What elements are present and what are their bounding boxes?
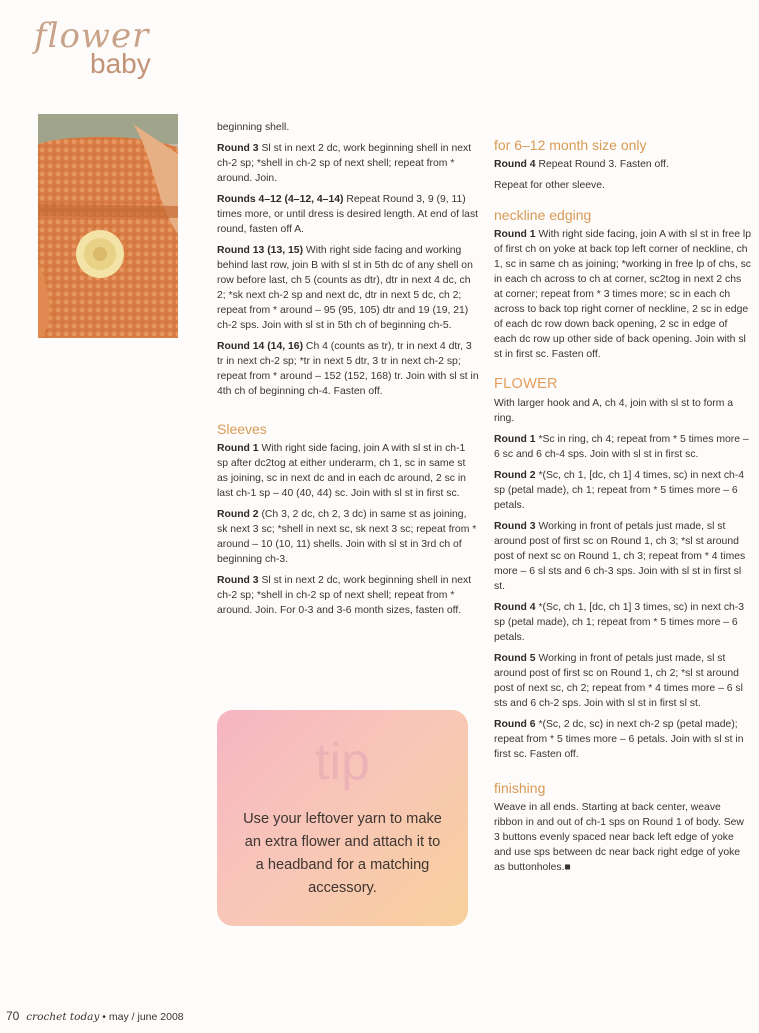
magazine-name: crochet today xyxy=(26,1011,100,1023)
issue-date: may / june 2008 xyxy=(108,1011,184,1023)
tip-heading: tip xyxy=(315,733,370,791)
middle-column xyxy=(217,120,479,624)
round-label: Round 3 xyxy=(217,575,259,586)
round-label: Round 4 xyxy=(494,602,536,613)
page-footer xyxy=(6,1009,184,1023)
round-paragraph xyxy=(494,600,752,645)
intro-text: beginning shell. xyxy=(217,122,290,133)
neckline-heading: neckline edging xyxy=(494,207,592,223)
flower-icon xyxy=(76,230,124,278)
round-text: Sl st in next 2 dc, work beginning shell in next ch-2 sp; *shell in ch-2 sp of next shell; repeat from * around. Join. For 0-3 and 3-6 month sizes, fasten off. xyxy=(217,575,472,616)
size-heading: for 6–12 month size only xyxy=(494,137,647,153)
right-column xyxy=(494,137,752,881)
tip-text: Use your leftover yarn to make an extra flower and attach it to a headband for a matching accessory. xyxy=(243,811,442,896)
round-label: Round 2 xyxy=(494,470,536,481)
finishing-heading: finishing xyxy=(494,780,546,796)
round-label: Round 2 xyxy=(217,509,259,520)
round-paragraph xyxy=(494,717,752,762)
round-text: With right side facing, join A with sl st in ch-1 sp after dc2tog at either underarm, ch 1, sc in same st as joining, sc in next dc and in each dc around, 2 sc in last ch-1 sp – 40 (40, 44) sc. Join with sl st in first sc. xyxy=(217,443,466,499)
finishing-text: Weave in all ends. Starting at back center, weave ribbon in and out of ch-1 sps on Round 1 of body. Sew 3 buttons evenly spaced near back left edge of yoke and use sps between dc near back right edge of yoke as buttonholes.■ xyxy=(494,802,744,873)
round-text: With right side facing, join A with sl st in free lp of first ch on yoke at back top left corner of neckline, ch 1, sc in same ch as joining; *working in free lp of chs, sc in each ch across to ch at corner, sc2tog in next 2 chs at corner; repeat from * 3 times more; sc in each ch across to back top right corner of neckline, 2 sc in edge of each dc row down back opening, 2 sc in edge of each dc row up other side of back opening. Join with sl st in first sc. Fasten off. xyxy=(494,229,751,360)
header-word: baby xyxy=(90,48,151,79)
dress-photo xyxy=(38,114,178,338)
round-paragraph xyxy=(217,441,479,501)
round-label: Round 6 xyxy=(494,719,536,730)
round-label: Round 3 xyxy=(494,521,536,532)
round-label: Round 13 (13, 15) xyxy=(217,245,304,256)
flower-intro: With larger hook and A, ch 4, join with sl st to form a ring. xyxy=(494,398,734,424)
round-text: *(Sc, ch 1, [dc, ch 1] 3 times, sc) in next ch-3 sp (petal made), ch 1; repeat from * 5 times more – 6 petals. xyxy=(494,602,745,643)
round-paragraph xyxy=(494,432,752,462)
round-paragraph xyxy=(494,227,752,362)
round-text: *(Sc, ch 1, [dc, ch 1] 4 times, sc) in next ch-4 sp (petal made), ch 1; repeat from * 5 times more – 6 petals. xyxy=(494,470,745,511)
size-note: Repeat for other sleeve. xyxy=(494,180,605,191)
round-paragraph xyxy=(217,507,479,567)
round-paragraph xyxy=(494,519,752,594)
round-paragraph xyxy=(217,141,479,186)
round-text: Ch 4 (counts as tr), tr in next 4 dtr, 3 tr in next ch-2 sp; *tr in next 5 dtr, 3 tr in next ch-2 sp; repeat from * around – 152 (152, 168) tr. Join with sl st in 4th ch of beginning ch-4. Fasten off. xyxy=(217,341,479,397)
round-text: *Sc in ring, ch 4; repeat from * 5 times more – 6 sc and 6 ch-4 sps. Join with sl st in first sc. xyxy=(494,434,749,460)
round-label: Rounds 4–12 (4–12, 4–14) xyxy=(217,194,344,205)
sleeves-heading: Sleeves xyxy=(217,421,267,437)
round-paragraph xyxy=(217,573,479,618)
round-text: With right side facing and working behind last row, join B with sl st in 5th dc of any shell on row before last, ch 5 (counts as dtr), dtr in next 4 dc, ch 2; *sk next ch-2 sp and next dc, dtr in next 5 dc, ch 2; repeat from * around – 95 (95, 105) dtr and 19 (19, 21) ch-2 sps. Join with sl st in 5th ch of beginning ch-5. xyxy=(217,245,473,331)
round-label: Round 4 xyxy=(494,159,536,170)
flower-heading: FLOWER xyxy=(494,376,558,392)
header-script-word: flower xyxy=(34,16,150,56)
crochet-dress-image xyxy=(38,114,178,338)
round-text: Repeat Round 3, 9 (9, 11) times more, or until dress is desired length. At end of last round, fasten off A. xyxy=(217,194,479,235)
round-paragraph xyxy=(494,157,752,172)
tip-box xyxy=(217,710,468,926)
round-paragraph xyxy=(494,468,752,513)
round-label: Round 1 xyxy=(494,434,536,445)
round-text: *(Sc, 2 dc, sc) in next ch-2 sp (petal made); repeat from * 5 times more – 6 petals. Join with sl st in first sc. Fasten off. xyxy=(494,719,744,760)
page-number: 70 xyxy=(6,1009,20,1023)
round-text: Sl st in next 2 dc, work beginning shell in next ch-2 sp; *shell in ch-2 sp of next shell; repeat from * around. Join. xyxy=(217,143,472,184)
round-paragraph xyxy=(217,243,479,333)
round-text: Repeat Round 3. Fasten off. xyxy=(535,159,669,170)
round-label: Round 3 xyxy=(217,143,259,154)
round-paragraph xyxy=(494,651,752,711)
round-text: Working in front of petals just made, sl st around post of first sc on Round 1, ch 2; *sl st around post of next sc, ch 2; repeat from * 4 times more – 6 sl sts and 6 ch-2 sps. Join with sl st in first sl st. xyxy=(494,653,743,709)
round-paragraph xyxy=(217,192,479,237)
round-text: (Ch 3, 2 dc, ch 2, 3 dc) in same st as joining, sk next 3 sc; *shell in next sc, sk next 3 sc; repeat from * around – 10 (10, 11) shells. Join with sl st in 3rd ch of beginning ch-3. xyxy=(217,509,477,565)
footer-bullet: • xyxy=(102,1011,106,1023)
round-paragraph xyxy=(217,339,479,399)
round-label: Round 5 xyxy=(494,653,536,664)
round-label: Round 1 xyxy=(217,443,259,454)
round-label: Round 14 (14, 16) xyxy=(217,341,304,352)
round-label: Round 1 xyxy=(494,229,536,240)
round-text: Working in front of petals just made, sl st around post of first sc on Round 1, ch 3; *sl st around post of next sc on Round 1, ch 3; repeat from * 4 times more – 6 sl sts and 6 ch-3 sps. Join with sl st in first sl st. xyxy=(494,521,746,592)
